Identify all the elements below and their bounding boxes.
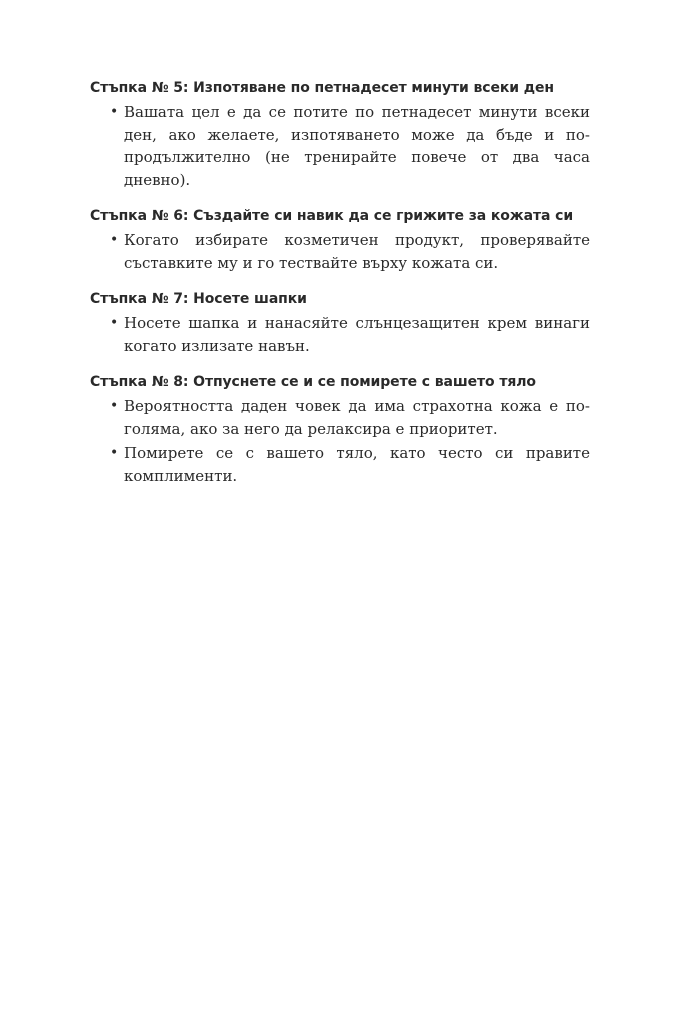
document-page (90, 77, 590, 501)
bullet-icon: • (110, 104, 119, 120)
bullet-text: Помирете се с вашето тяло, като често си правите комплименти. (124, 444, 590, 485)
step-heading: Стъпка № 7: Носете шапки (90, 291, 307, 307)
step-8 (90, 371, 590, 487)
bullet-list (90, 229, 590, 274)
step-5 (90, 77, 590, 191)
bullet-text: Носете шапка и нанасяйте слънцезащитен крем винаги когато излизате навън. (124, 314, 590, 355)
bullet-list (90, 395, 590, 487)
step-7 (90, 288, 590, 357)
bullet-icon: • (110, 445, 119, 461)
bullet-text: Когато избирате козметичен продукт, проверявайте съставките му и го тествайте върху кожата си. (124, 231, 590, 272)
bullet-list (90, 101, 590, 191)
step-heading: Стъпка № 8: Отпуснете се и се помирете с вашето тяло (90, 374, 536, 390)
bullet-item (90, 101, 590, 191)
step-heading: Стъпка № 5: Изпотяване по петнадесет минути всеки ден (90, 80, 554, 96)
bullet-text: Вашата цел е да се потите по петнадесет минути всеки ден, ако желаете, изпотяването може да бъде и по-продължително (не тренирайте повече от два часа дневно). (124, 103, 590, 189)
bullet-icon: • (110, 398, 119, 414)
bullet-icon: • (110, 315, 119, 331)
bullet-item (90, 312, 590, 357)
bullet-item (90, 229, 590, 274)
bullet-item (90, 442, 590, 487)
step-6 (90, 205, 590, 274)
bullet-icon: • (110, 232, 119, 248)
step-heading: Стъпка № 6: Създайте си навик да се грижите за кожата си (90, 208, 574, 224)
bullet-text: Вероятността даден човек да има страхотна кожа е по-голяма, ако за него да релаксира е приоритет. (124, 397, 590, 438)
bullet-list (90, 312, 590, 357)
bullet-item (90, 395, 590, 440)
